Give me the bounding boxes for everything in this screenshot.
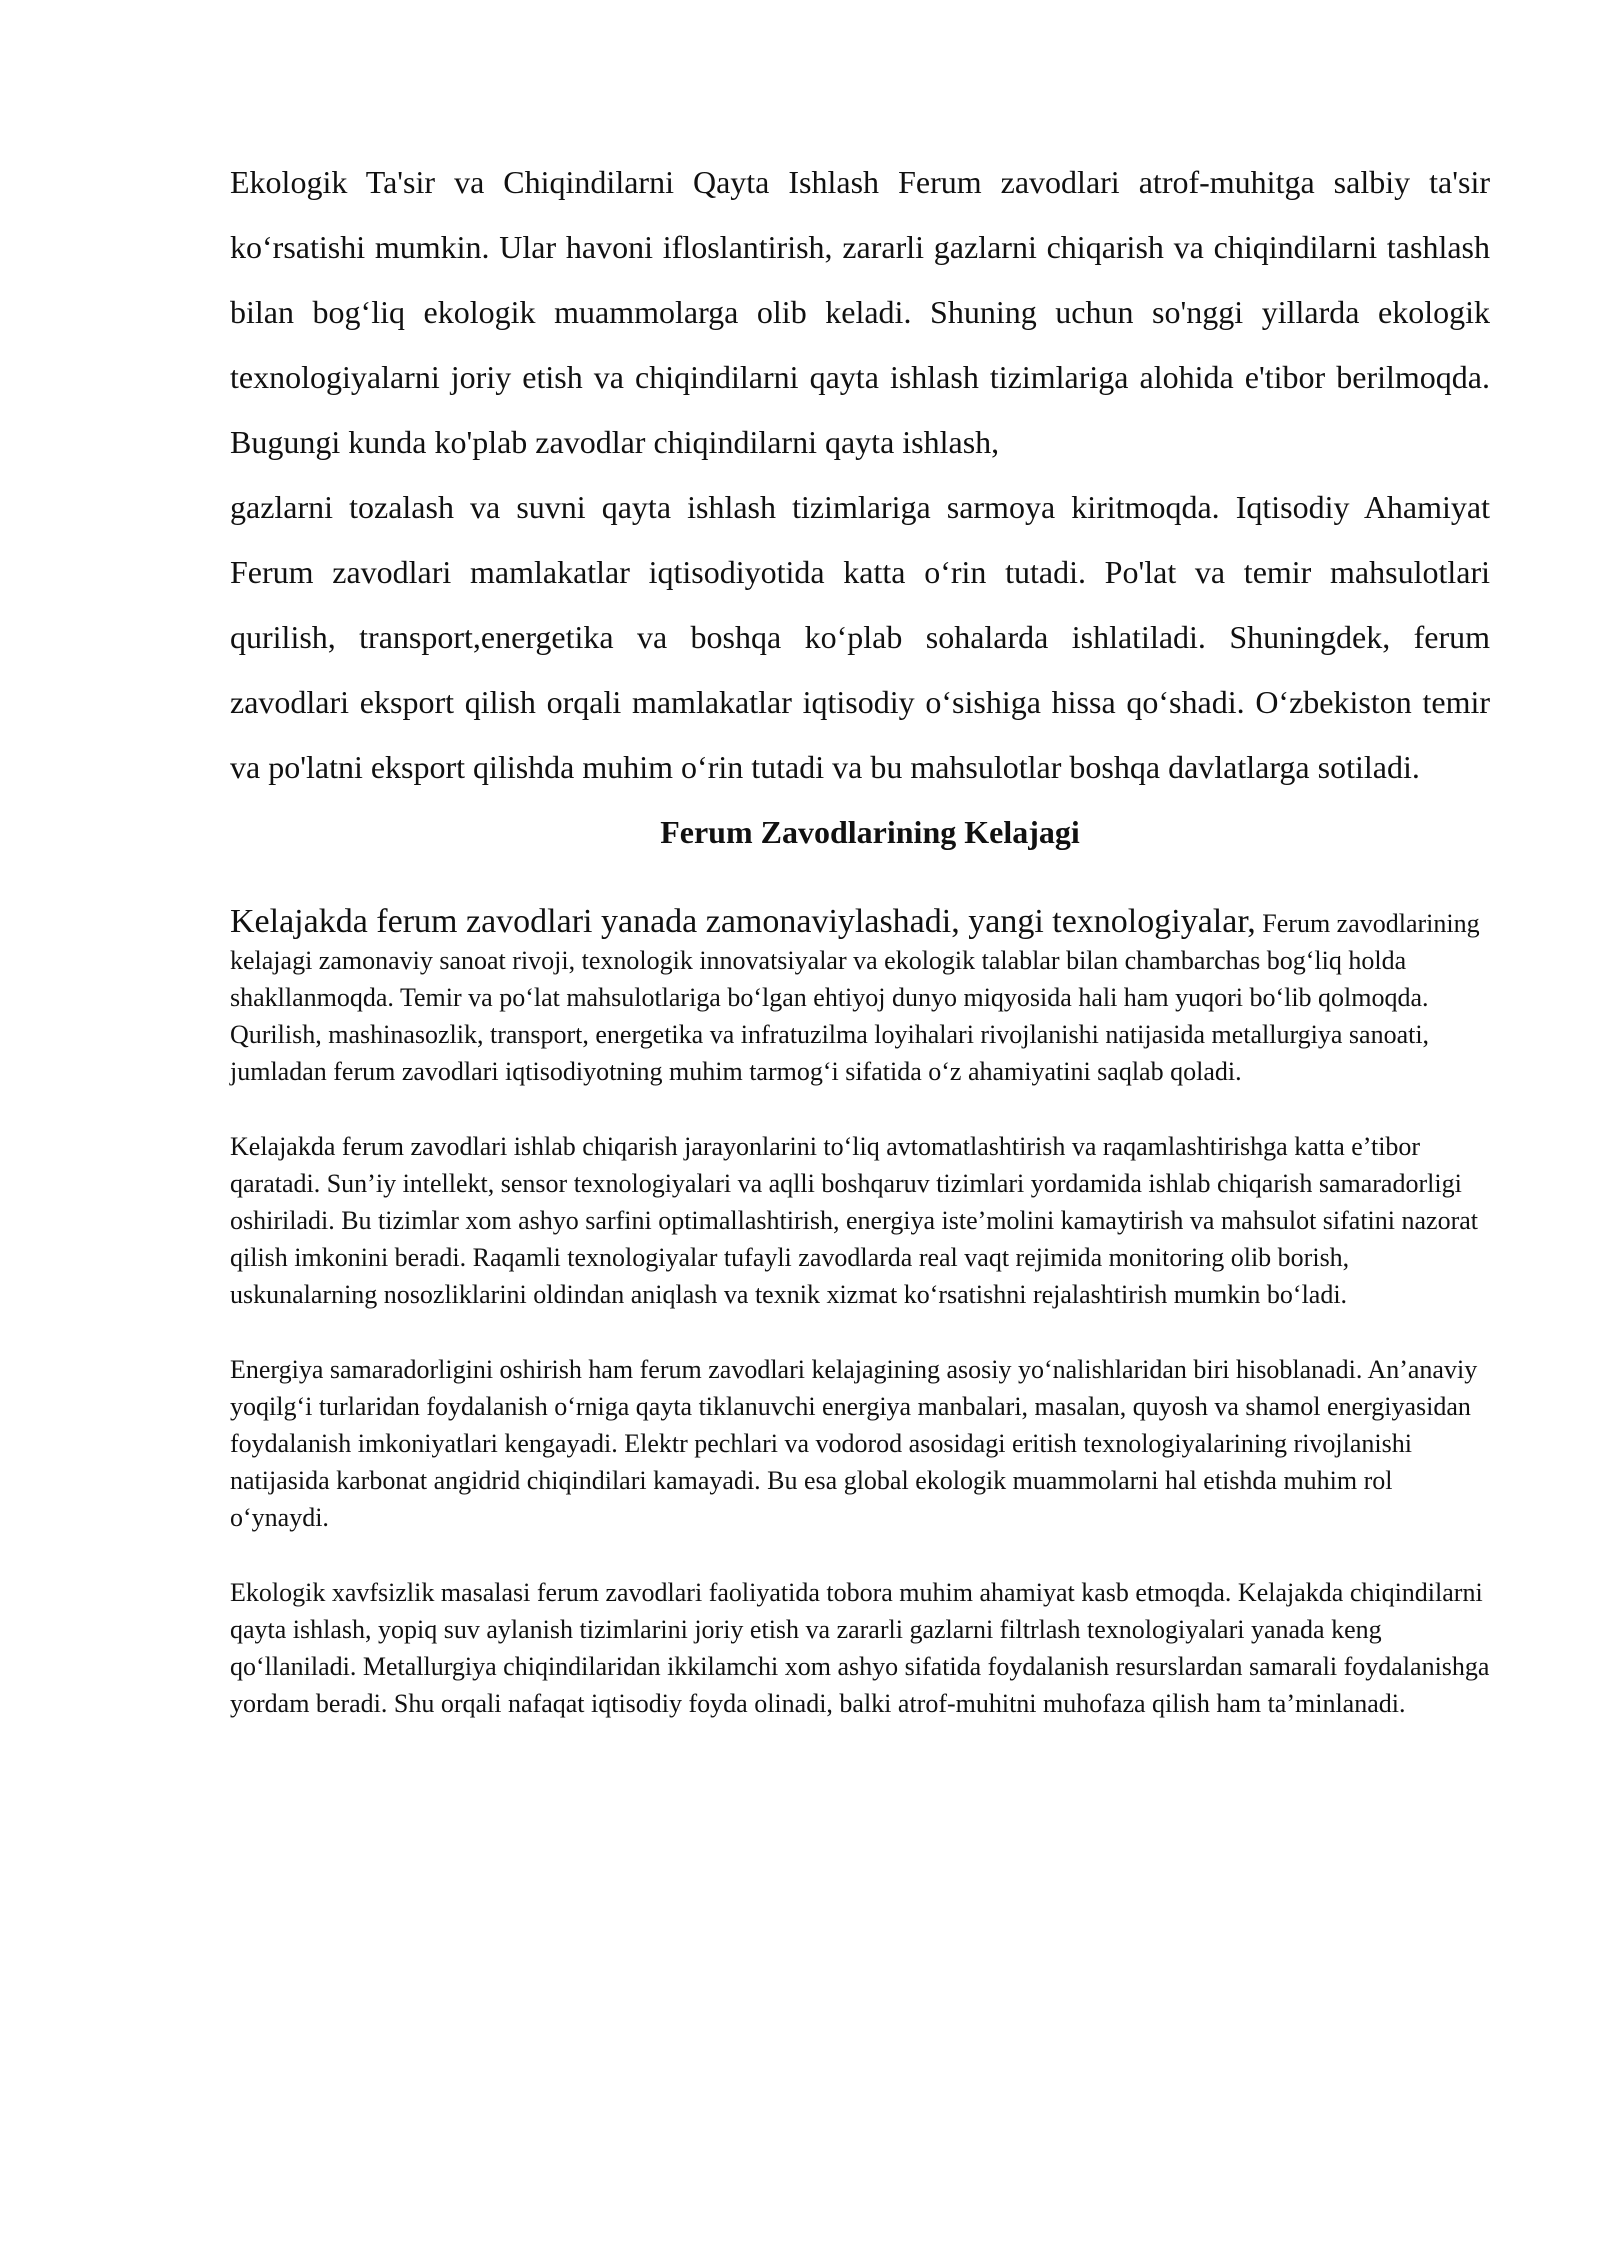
automation-paragraph: Kelajakda ferum zavodlari ishlab chiqarish jarayonlarini to‘liq avtomatlashtirish va raqamlashtirishga katta e’tibor qaratadi. Sun’iy intellekt, sensor texnologiyalari va aqlli boshqaruv tizimlari yordamida ishlab chiqarish samaradorligi oshiriladi. Bu tizimlar xom ashyo sarfini optimallashtirish, energiya iste’molini kamaytirish va mahsulot sifatini nazorat qilish imkonini beradi. Raqamli texnologiyalar tufayli zavodlarda real vaqt rejimida monitoring olib borish, uskunalarning nosozliklarini oldindan aniqlash va texnik xizmat ko‘rsatishni rejalashtirish mumkin bo‘ladi.	[230, 1132, 1478, 1309]
future-intro-rest: Ferum zavodlarining kelajagi zamonaviy sanoat rivoji, texnologik innovatsiyalar va ekologik talablar bilan chambarchas bog‘liq holda shakllanmoqda. Temir va po‘lat mahsulotlariga bo‘lgan ehtiyoj dunyo miqyosida hali ham yuqori bo‘lib qolmoqda. Qurilish, mashinasozlik, transport, energetika va infratuzilma loyihalari rivojlanishi natijasida metallurgiya sanoati, jumladan ferum zavodlari iqtisodiyotning muhim tarmog‘i sifatida o‘z ahamiyatini saqlab qoladi.	[230, 909, 1480, 1086]
energy-efficiency-paragraph: Energiya samaradorligini oshirish ham ferum zavodlari kelajagining asosiy yo‘nalishlaridan biri hisoblanadi. An’anaviy yoqilg‘i turlaridan foydalanish o‘rniga qayta tiklanuvchi energiya manbalari, masalan, quyosh va shamol energiyasidan foydalanish imkoniyatlari kengayadi. Elektr pechlari va vodorod asosidagi eritish texnologiyalarining rivojlanishi natijasida karbonat angidrid chiqindilari kamayadi. Bu esa global ekologik muammolarni hal etishda muhim rol o‘ynaydi.	[230, 1355, 1478, 1532]
ecological-safety-paragraph: Ekologik xavfsizlik masalasi ferum zavodlari faoliyatida tobora muhim ahamiyat kasb etmoqda. Kelajakda chiqindilarni qayta ishlash, yopiq suv aylanish tizimlarini joriy etish va zararli gazlarni filtrlash texnologiyalari yanada keng qo‘llaniladi. Metallurgiya chiqindilaridan ikkilamchi xom ashyo sifatida foydalanish resurslardan samarali foydalanishga yordam beradi. Shu orqali nafaqat iqtisodiy foyda olinadi, balki atrof-muhitni muhofaza qilish ham ta’minlanadi.	[230, 1578, 1490, 1718]
economic-importance-paragraph: gazlarni tozalash va suvni qayta ishlash tizimlariga sarmoya kiritmoqda. Iqtisodiy Ahamiyat Ferum zavodlari mamlakatlar iqtisodiyotida katta o‘rin tutadi. Po'lat va temir mahsulotlari qurilish, transport,energetika va boshqa ko‘plab sohalarda ishlatiladi. Shuningdek, ferum zavodlari eksport qilish orqali mamlakatlar iqtisodiy o‘sishiga hissa qo‘shadi. O‘zbekiston temir va po'latni eksport qilishda muhim o‘rin tutadi va bu mahsulotlar boshqa davlatlarga sotiladi.	[230, 489, 1490, 785]
section-heading: Ferum Zavodlarining Kelajagi	[660, 814, 1080, 850]
document-page	[230, 150, 1490, 1722]
future-intro-lead: Kelajakda ferum zavodlari yanada zamonaviylashadi, yangi texnologiyalar,	[230, 903, 1256, 940]
ecology-impact-paragraph: Ekologik Ta'sir va Chiqindilarni Qayta Ishlash Ferum zavodlari atrof-muhitga salbiy ta'sir ko‘rsatishi mumkin. Ular havoni ifloslantirish, zararli gazlarni chiqarish va chiqindilarni tashlash bilan bog‘liq ekologik muammolarga olib keladi. Shuning uchun so'nggi yillarda ekologik texnologiyalarni joriy etish va chiqindilarni qayta ishlash tizimlariga alohida e'tibor berilmoqda. Bugungi kunda ko'plab zavodlar chiqindilarni qayta ishlash,	[230, 164, 1490, 460]
future-intro-paragraph	[230, 903, 1490, 1090]
